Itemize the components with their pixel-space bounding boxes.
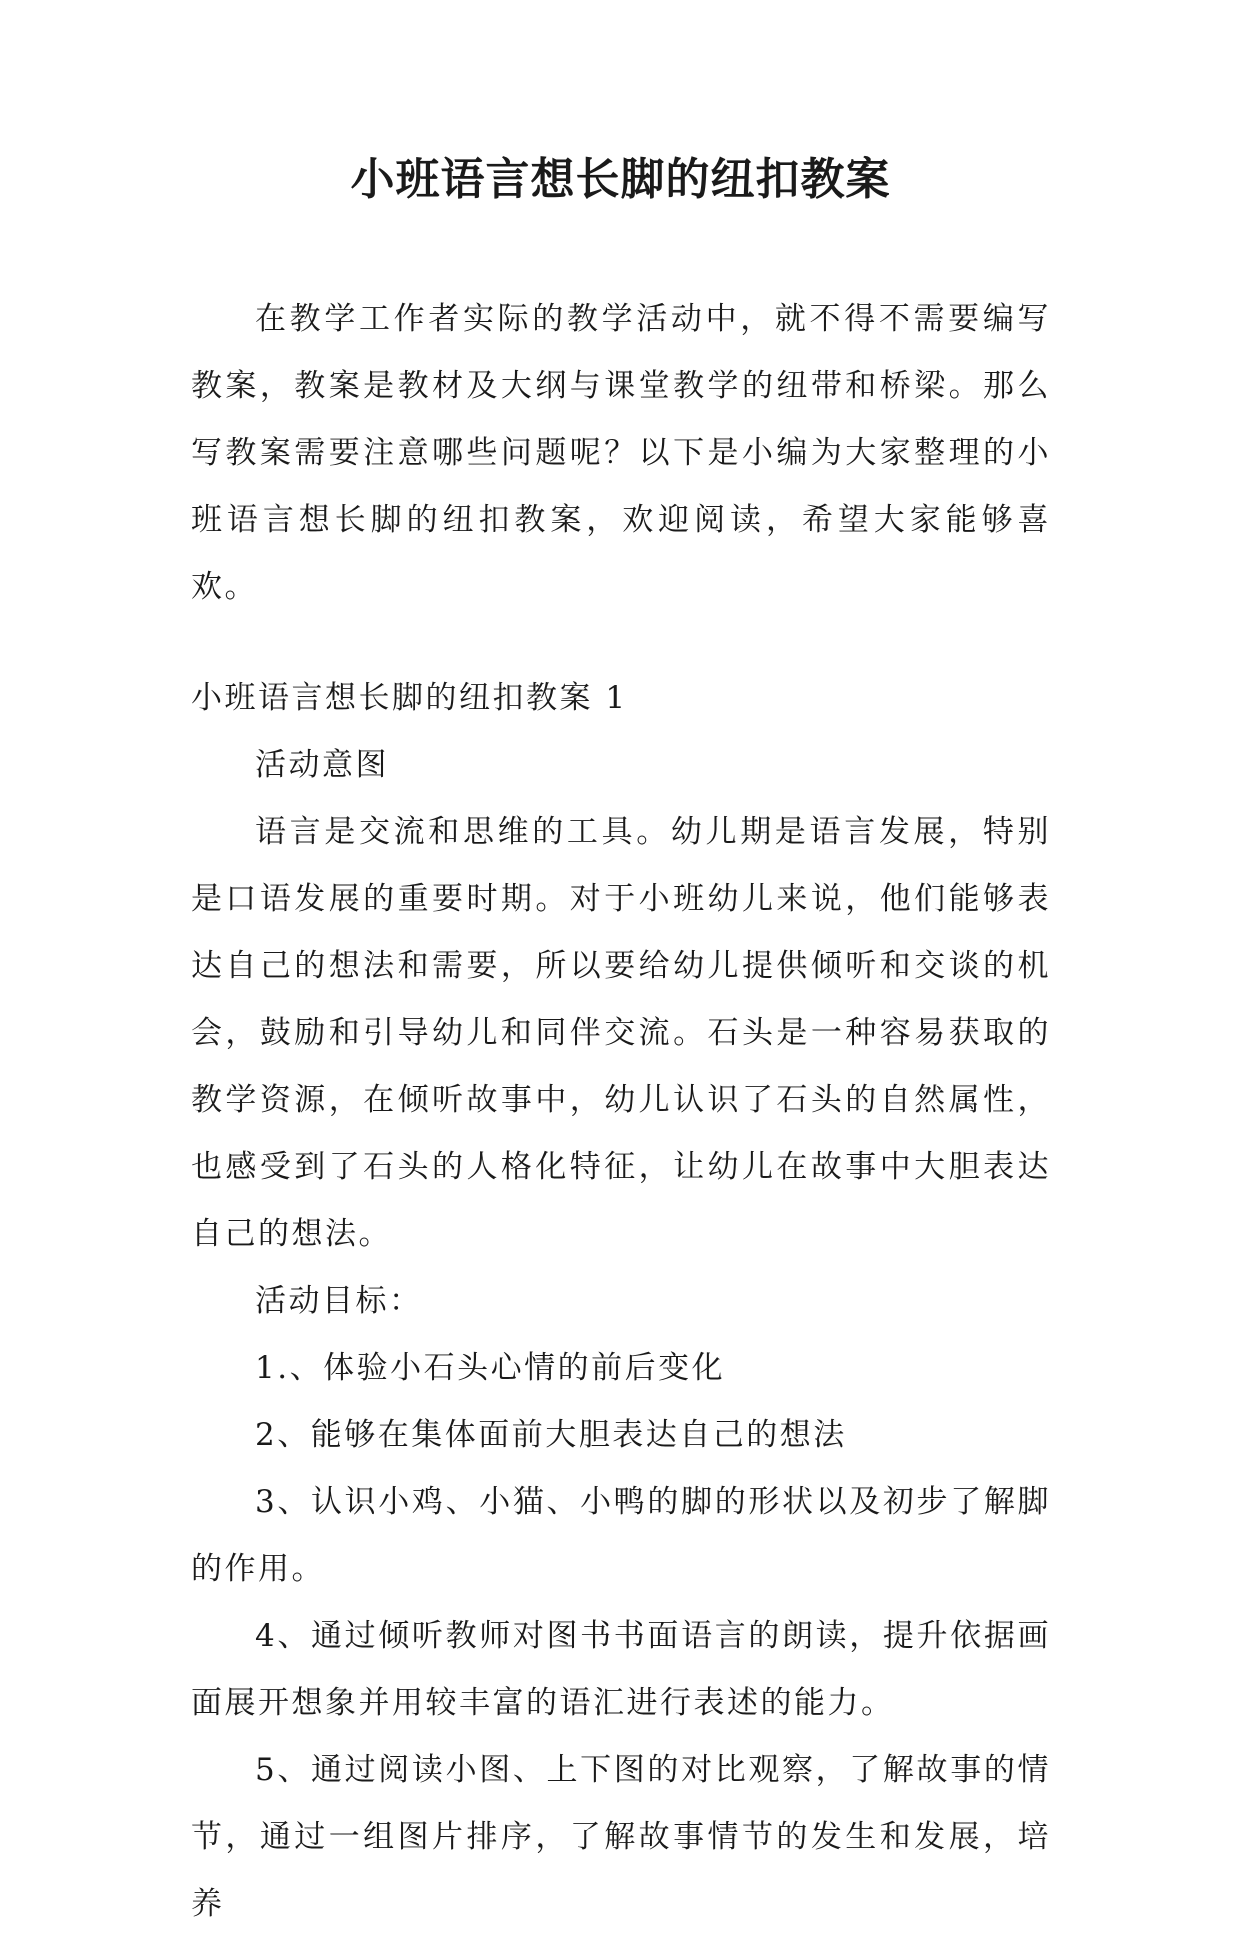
section-title: 小班语言想长脚的纽扣教案 1 (191, 680, 628, 716)
goal-item-4: 4、通过倾听教师对图书书面语言的朗读，提升依据画面展开想象并用较丰富的语汇进行表述的能力。 (191, 1618, 1051, 1721)
goal-item-3: 3、认识小鸡、小猫、小鸭的脚的形状以及初步了解脚的作用。 (191, 1484, 1051, 1587)
goal-item-1: 1.、体验小石头心情的前后变化 (255, 1350, 726, 1386)
document-body (191, 286, 1051, 1938)
intro-paragraph: 在教学工作者实际的教学活动中，就不得不需要编写教案，教案是教材及大纲与课堂教学的纽带和桥梁。那么写教案需要注意哪些问题呢？以下是小编为大家整理的小班语言想长脚的纽扣教案，欢迎阅读，希望大家能够喜欢。 (191, 301, 1051, 605)
goal-item-5: 5、通过阅读小图、上下图的对比观察，了解故事的情节，通过一组图片排序，了解故事情节的发生和发展，培养 (191, 1752, 1051, 1922)
document-title: 小班语言想长脚的纽扣教案 (350, 154, 891, 205)
intent-heading: 活动意图 (255, 747, 389, 783)
goals-heading: 活动目标： (255, 1283, 423, 1319)
goal-item-2: 2、能够在集体面前大胆表达自己的想法 (255, 1417, 847, 1453)
intent-paragraph: 语言是交流和思维的工具。幼儿期是语言发展，特别是口语发展的重要时期。对于小班幼儿来说，他们能够表达自己的想法和需要，所以要给幼儿提供倾听和交谈的机会，鼓励和引导幼儿和同伴交流。石头是一种容易获取的教学资源，在倾听故事中，幼儿认识了石头的自然属性，也感受到了石头的人格化特征，让幼儿在故事中大胆表达自己的想法。 (191, 814, 1051, 1252)
